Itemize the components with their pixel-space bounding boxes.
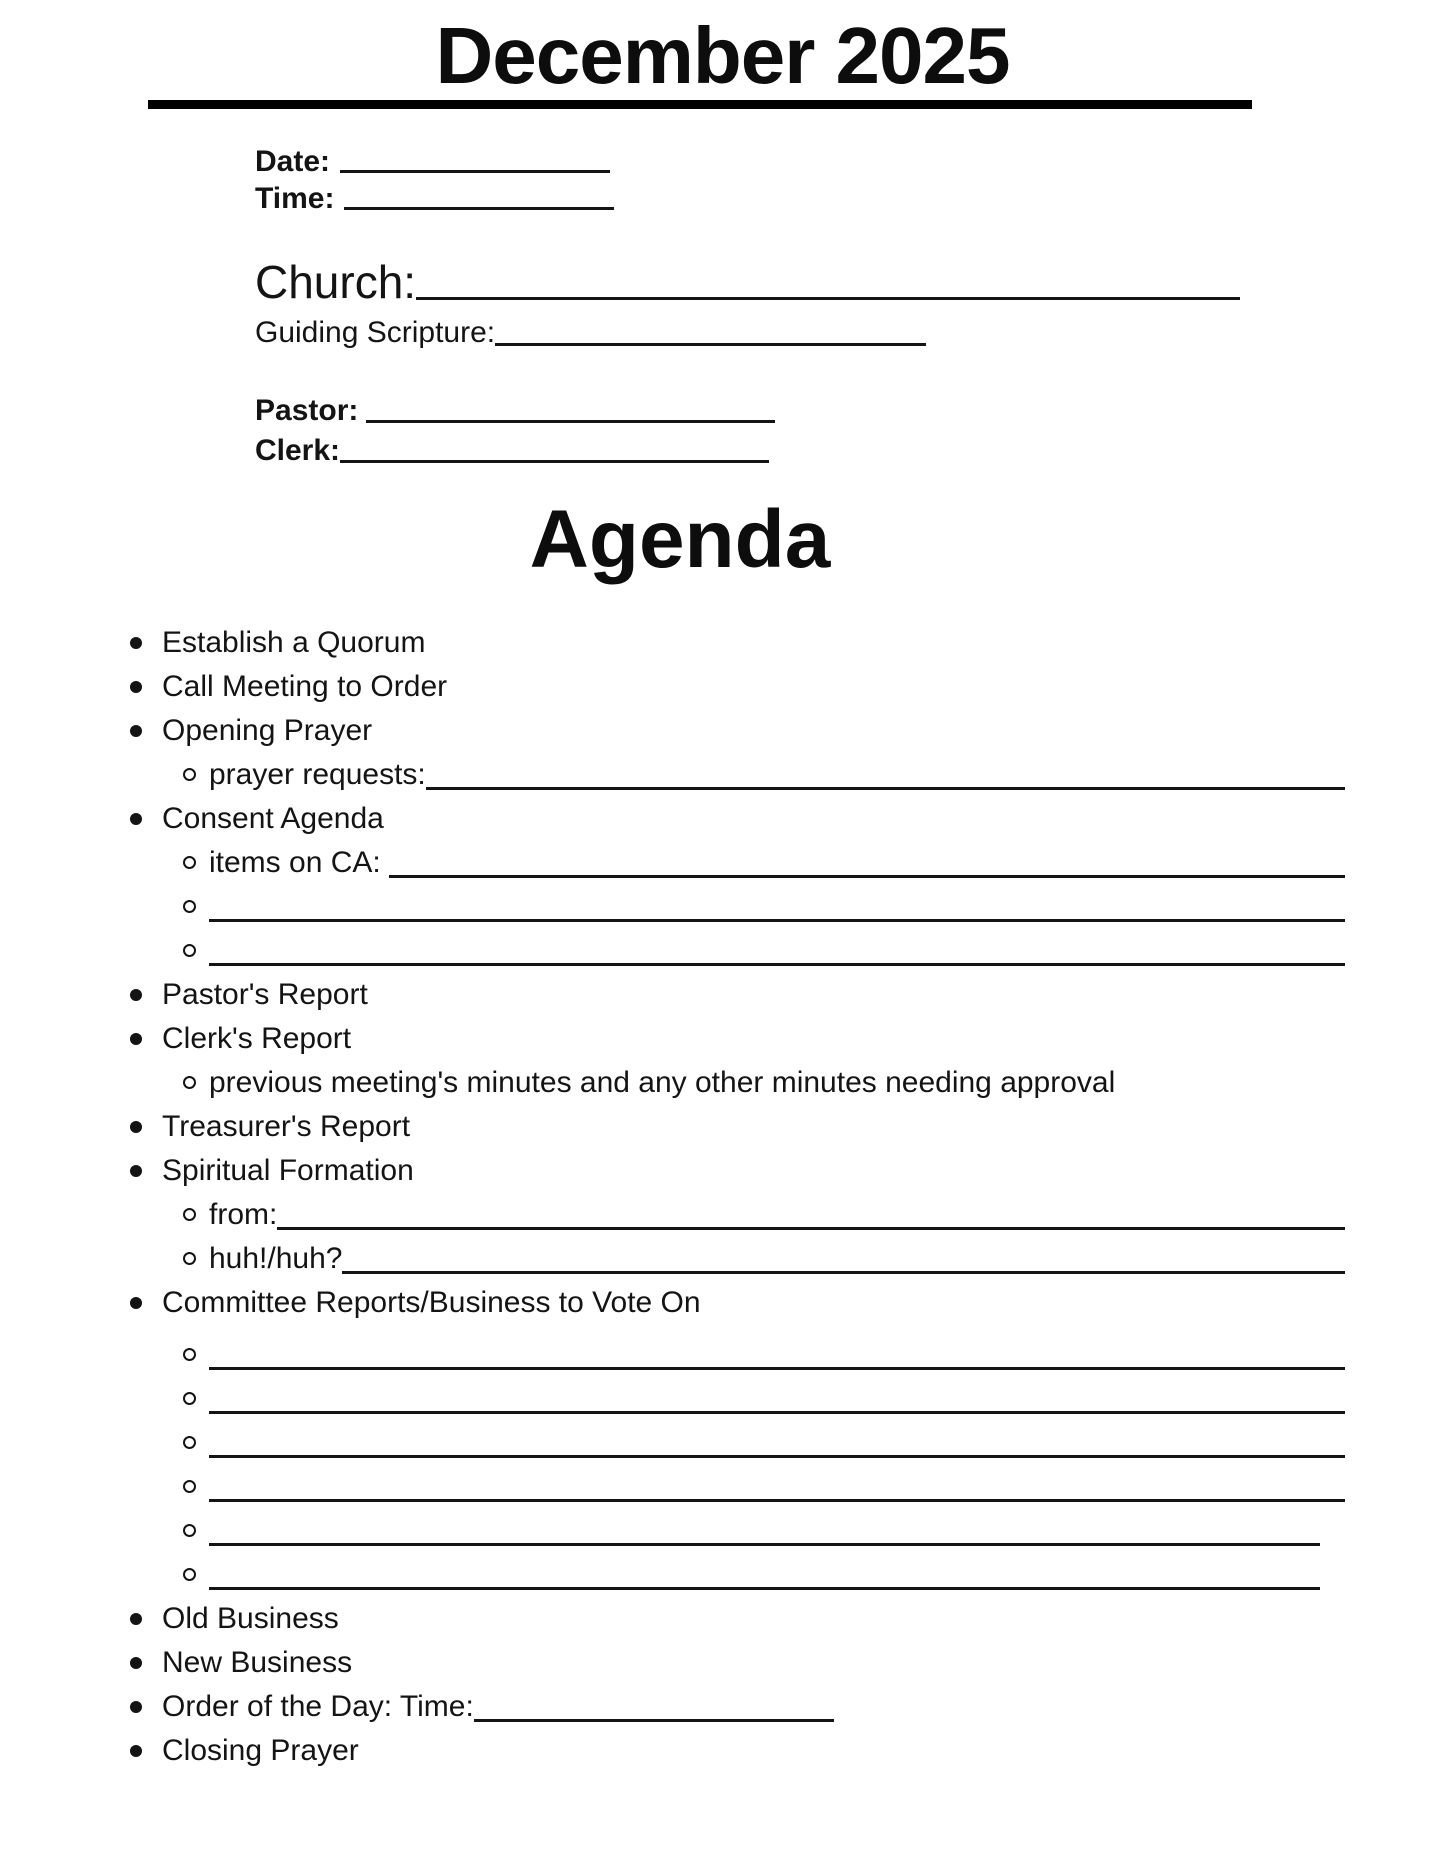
circle-bullet-icon [183, 768, 196, 781]
agenda-item-establish-quorum: Establish a Quorum [0, 621, 1345, 665]
agenda-item-opening-prayer: Opening Prayer [0, 709, 1345, 753]
agenda-subitem-blank [0, 1553, 1345, 1597]
prayer-requests-blank-line[interactable] [426, 753, 1345, 790]
agenda-item-new-business: New Business [0, 1641, 1345, 1685]
church-label: Church: [255, 256, 417, 308]
guiding-scripture-label: Guiding Scripture: [255, 316, 496, 349]
bullet-icon [130, 1613, 142, 1625]
guiding-scripture-blank-line[interactable] [495, 311, 926, 346]
agenda-subitem-blank [0, 929, 1345, 973]
agenda-item-treasurers-report: Treasurer's Report [0, 1105, 1345, 1149]
consent-blank-line[interactable] [209, 885, 1345, 922]
circle-bullet-icon [183, 1568, 196, 1581]
circle-bullet-icon [183, 1392, 196, 1405]
bullet-icon [130, 1297, 142, 1309]
circle-bullet-icon [183, 856, 196, 869]
agenda-subitem-blank [0, 885, 1345, 929]
committee-blank-line[interactable] [209, 1509, 1320, 1546]
pastor-field [255, 391, 775, 431]
circle-bullet-icon [183, 1208, 196, 1221]
bullet-icon [130, 989, 142, 1001]
title-underline [148, 100, 1252, 109]
agenda-item-pastors-report: Pastor's Report [0, 973, 1345, 1017]
agenda-subitem-blank [0, 1377, 1345, 1421]
date-label: Date: [255, 145, 331, 178]
time-blank-line[interactable] [344, 180, 614, 210]
from-blank-line[interactable] [277, 1193, 1345, 1230]
committee-blank-line[interactable] [209, 1333, 1345, 1370]
huh-blank-line[interactable] [342, 1237, 1345, 1274]
agenda-subitem-prayer-requests: prayer requests: [0, 753, 1345, 797]
committee-blank-line[interactable] [209, 1377, 1345, 1414]
clerk-field [255, 431, 769, 471]
bullet-icon [130, 1165, 142, 1177]
circle-bullet-icon [183, 1252, 196, 1265]
date-blank-line[interactable] [340, 143, 610, 173]
agenda-item-clerks-report: Clerk's Report [0, 1017, 1345, 1061]
consent-blank-line[interactable] [209, 929, 1345, 966]
bullet-icon [130, 681, 142, 693]
bullet-icon [130, 1745, 142, 1757]
circle-bullet-icon [183, 1436, 196, 1449]
agenda-subitem-huh: huh!/huh? [0, 1237, 1345, 1281]
page-title: December 2025 [435, 11, 1010, 100]
church-field [255, 253, 1240, 311]
pastor-label: Pastor: [255, 394, 359, 427]
clerk-label: Clerk: [255, 434, 341, 467]
circle-bullet-icon [183, 944, 196, 957]
time-field [255, 180, 1445, 217]
date-field [255, 143, 1445, 180]
agenda-item-committee-reports: Committee Reports/Business to Vote On [0, 1281, 1345, 1325]
time-label: Time: [255, 182, 335, 215]
bullet-icon [130, 813, 142, 825]
agenda-list [0, 621, 1445, 1773]
church-blank-line[interactable] [416, 253, 1240, 300]
circle-bullet-icon [183, 1348, 196, 1361]
circle-bullet-icon [183, 1076, 196, 1089]
committee-blank-line[interactable] [209, 1465, 1345, 1502]
agenda-subitem-blank [0, 1465, 1345, 1509]
agenda-subitem-previous-minutes: previous meeting's minutes and any other minutes needing approval [0, 1061, 1345, 1105]
agenda-subitem-blank [0, 1421, 1345, 1465]
agenda-subitem-from: from: [0, 1193, 1345, 1237]
agenda-item-call-meeting-to-order: Call Meeting to Order [0, 665, 1345, 709]
bullet-icon [130, 725, 142, 737]
header-fields [255, 143, 1445, 471]
agenda-item-old-business: Old Business [0, 1597, 1345, 1641]
guiding-scripture-field [255, 311, 926, 355]
bullet-icon [130, 637, 142, 649]
agenda-heading: Agenda [529, 494, 831, 585]
agenda-item-order-of-the-day: Order of the Day: Time: [0, 1685, 1345, 1729]
circle-bullet-icon [183, 1480, 196, 1493]
bullet-icon [130, 1121, 142, 1133]
agenda-item-consent-agenda: Consent Agenda [0, 797, 1345, 841]
circle-bullet-icon [183, 1524, 196, 1537]
agenda-subitem-items-on-ca: items on CA: [0, 841, 1345, 885]
committee-blank-line[interactable] [209, 1553, 1320, 1590]
clerk-blank-line[interactable] [340, 431, 769, 463]
items-on-ca-blank-line[interactable] [389, 841, 1345, 878]
order-of-day-time-blank-line[interactable] [474, 1685, 834, 1722]
circle-bullet-icon [183, 900, 196, 913]
committee-blank-line[interactable] [209, 1421, 1345, 1458]
agenda-subitem-blank [0, 1509, 1345, 1553]
agenda-subitem-blank [0, 1333, 1345, 1377]
bullet-icon [130, 1033, 142, 1045]
agenda-item-closing-prayer: Closing Prayer [0, 1729, 1345, 1773]
agenda-item-spiritual-formation: Spiritual Formation [0, 1149, 1345, 1193]
pastor-blank-line[interactable] [366, 391, 775, 423]
bullet-icon [130, 1701, 142, 1713]
bullet-icon [130, 1657, 142, 1669]
